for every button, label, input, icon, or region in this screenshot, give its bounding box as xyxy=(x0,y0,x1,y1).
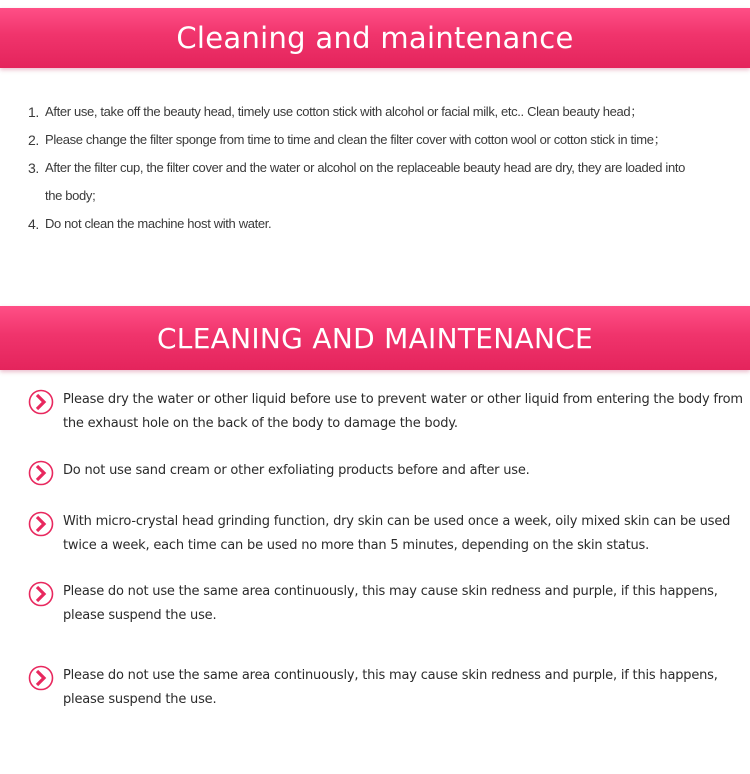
chevron-right-circle-icon xyxy=(28,581,54,607)
step-number: 2. xyxy=(28,132,39,148)
cleaning-steps-list xyxy=(28,98,728,238)
step-item xyxy=(28,98,728,126)
chevron-right-circle-icon xyxy=(28,460,54,486)
caution-item xyxy=(28,580,746,628)
step-item xyxy=(28,154,728,210)
chevron-right-circle-icon xyxy=(28,511,54,537)
step-number: 1. xyxy=(28,104,39,120)
chevron-right-circle-icon xyxy=(28,389,54,415)
section-two-banner xyxy=(0,306,750,370)
section-one-banner xyxy=(0,8,750,68)
caution-item xyxy=(28,510,746,558)
step-item xyxy=(28,126,728,154)
step-text: Do not clean the machine host with water. xyxy=(45,216,272,231)
section-one-title: Cleaning and maintenance xyxy=(176,21,574,55)
caution-text: With micro-crystal head grinding function, dry skin can be used once a week, oily mixed skin can be used twice a week, each time can be used no more than 5 minutes, depending on the skin status. xyxy=(63,514,731,553)
caution-item xyxy=(28,664,746,712)
step-number: 4. xyxy=(28,216,39,232)
caution-item xyxy=(28,388,746,436)
caution-item xyxy=(28,459,746,486)
caution-text: Please do not use the same area continuously, this may cause skin redness and purple, if this happens, please suspend the use. xyxy=(63,668,718,707)
step-text: After use, take off the beauty head, timely use cotton stick with alcohol or facial milk, etc.. Clean beauty head； xyxy=(45,104,643,119)
step-item xyxy=(28,210,728,238)
caution-text: Do not use sand cream or other exfoliating products before and after use. xyxy=(63,463,530,478)
caution-text: Please dry the water or other liquid before use to prevent water or other liquid from entering the body from the exhaust hole on the back of the body to damage the body. xyxy=(63,392,743,431)
chevron-right-circle-icon xyxy=(28,665,54,691)
caution-text: Please do not use the same area continuously, this may cause skin redness and purple, if this happens, please suspend the use. xyxy=(63,584,718,623)
step-text: Please change the filter sponge from time to time and clean the filter cover with cotton wool or cotton stick in time； xyxy=(45,132,667,147)
section-two-title: CLEANING AND MAINTENANCE xyxy=(156,321,594,355)
step-number: 3. xyxy=(28,160,39,176)
step-text: After the filter cup, the filter cover and the water or alcohol on the replaceable beauty head are dry, they are loaded into the body; xyxy=(45,160,685,203)
